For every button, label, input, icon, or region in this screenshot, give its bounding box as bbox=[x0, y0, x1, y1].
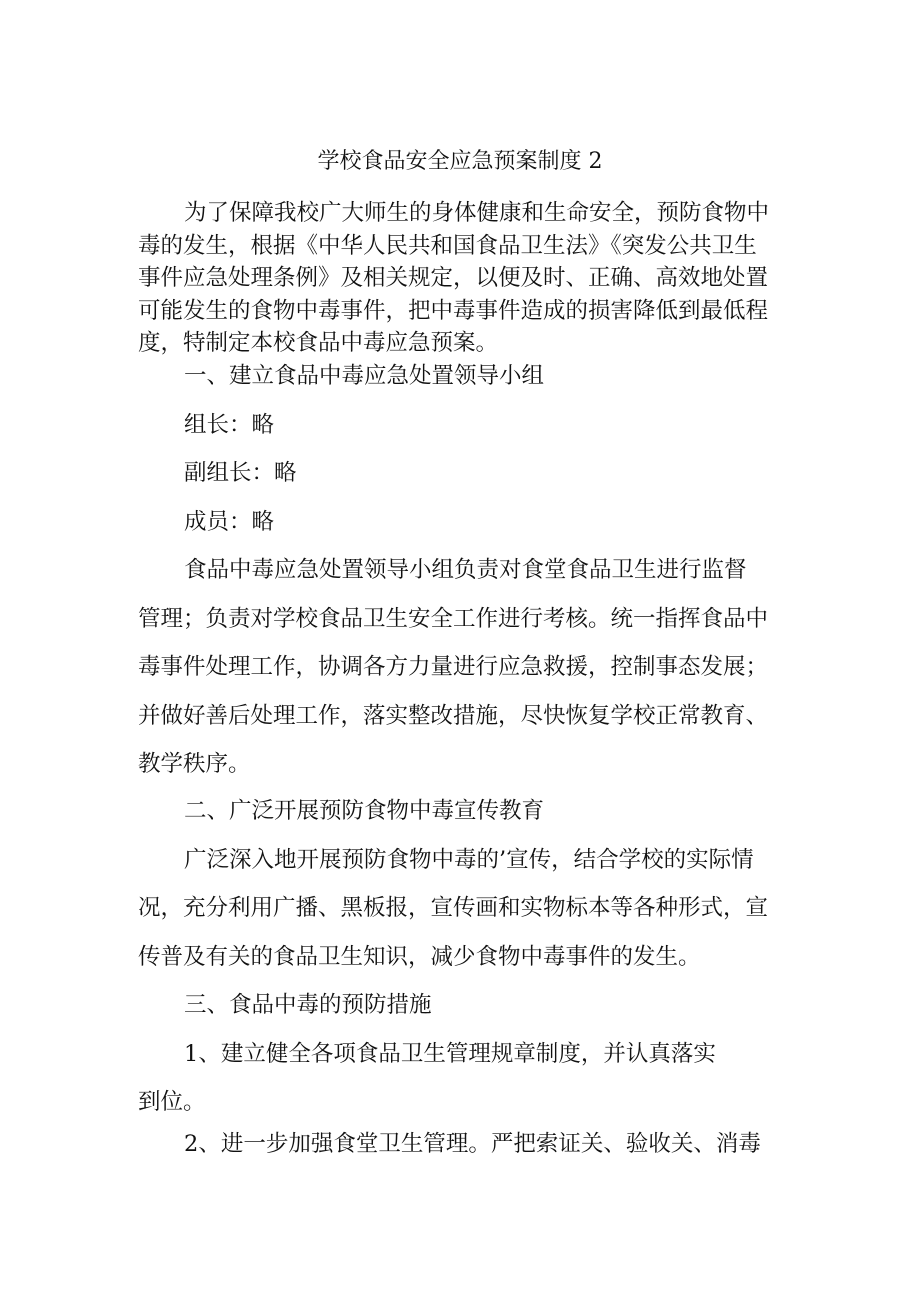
text-line: 教学秩序。 bbox=[138, 751, 251, 777]
text-line: 广泛深入地开展预防食物中毒的’宣传，结合学校的实际情 bbox=[184, 846, 754, 873]
text-line: 为了保障我校广大师生的身体健康和生命安全，预防食物中 bbox=[184, 200, 770, 226]
role-leader: 组长：略 bbox=[184, 411, 275, 438]
intro-paragraph bbox=[138, 197, 788, 360]
section-heading: 二、广泛开展预防食物中毒宣传教育 bbox=[184, 798, 545, 824]
text-line: 毒的发生，根据《中华人民共和国食品卫生法》《突发公共卫生 bbox=[138, 232, 757, 259]
text-line: 食品中毒应急处置领导小组负责对食堂食品卫生进行监督 bbox=[184, 557, 747, 583]
section-3-item-2 bbox=[138, 1120, 788, 1169]
section-2 bbox=[138, 787, 788, 981]
text-line: 到位。 bbox=[138, 1089, 206, 1115]
text-line: 度，特制定本校食品中毒应急预案。 bbox=[138, 330, 499, 356]
text-line: 毒事件处理工作，协调各方力量进行应急救援，控制事态发展； bbox=[138, 654, 769, 680]
role-deputy: 副组长：略 bbox=[184, 460, 297, 486]
text-line: 事件应急处理条例》及相关规定，以便及时、正确、高效地处置 bbox=[138, 265, 769, 291]
text-line: 况，充分利用广播、黑板报，宣传画和实物标本等各种形式，宣 bbox=[138, 895, 769, 921]
section-heading: 一、建立食品中毒应急处置领导小组 bbox=[184, 363, 545, 389]
section-heading: 三、食品中毒的预防措施 bbox=[184, 992, 432, 1018]
text-line: 可能发生的食物中毒事件，把中毒事件造成的损害降低到最低程 bbox=[138, 297, 769, 324]
text-line: 1、建立健全各项食品卫生管理规章制度，并认真落实 bbox=[184, 1040, 716, 1067]
section-1 bbox=[138, 352, 788, 789]
document-title: 学校食品安全应急预案制度 2 bbox=[317, 149, 603, 174]
text-line: 2、进一步加强食堂卫生管理。严把索证关、验收关、消毒 bbox=[184, 1131, 761, 1157]
role-members: 成员：略 bbox=[184, 508, 275, 535]
text-line: 管理；负责对学校食品卫生安全工作进行考核。统一指挥食品中 bbox=[138, 605, 769, 632]
text-line: 传普及有关的食品卫生知识，减少食物中毒事件的发生。 bbox=[138, 943, 701, 970]
text-line: 并做好善后处理工作，落实整改措施，尽快恢复学校正常教育、 bbox=[138, 702, 769, 729]
section-3 bbox=[138, 981, 788, 1127]
